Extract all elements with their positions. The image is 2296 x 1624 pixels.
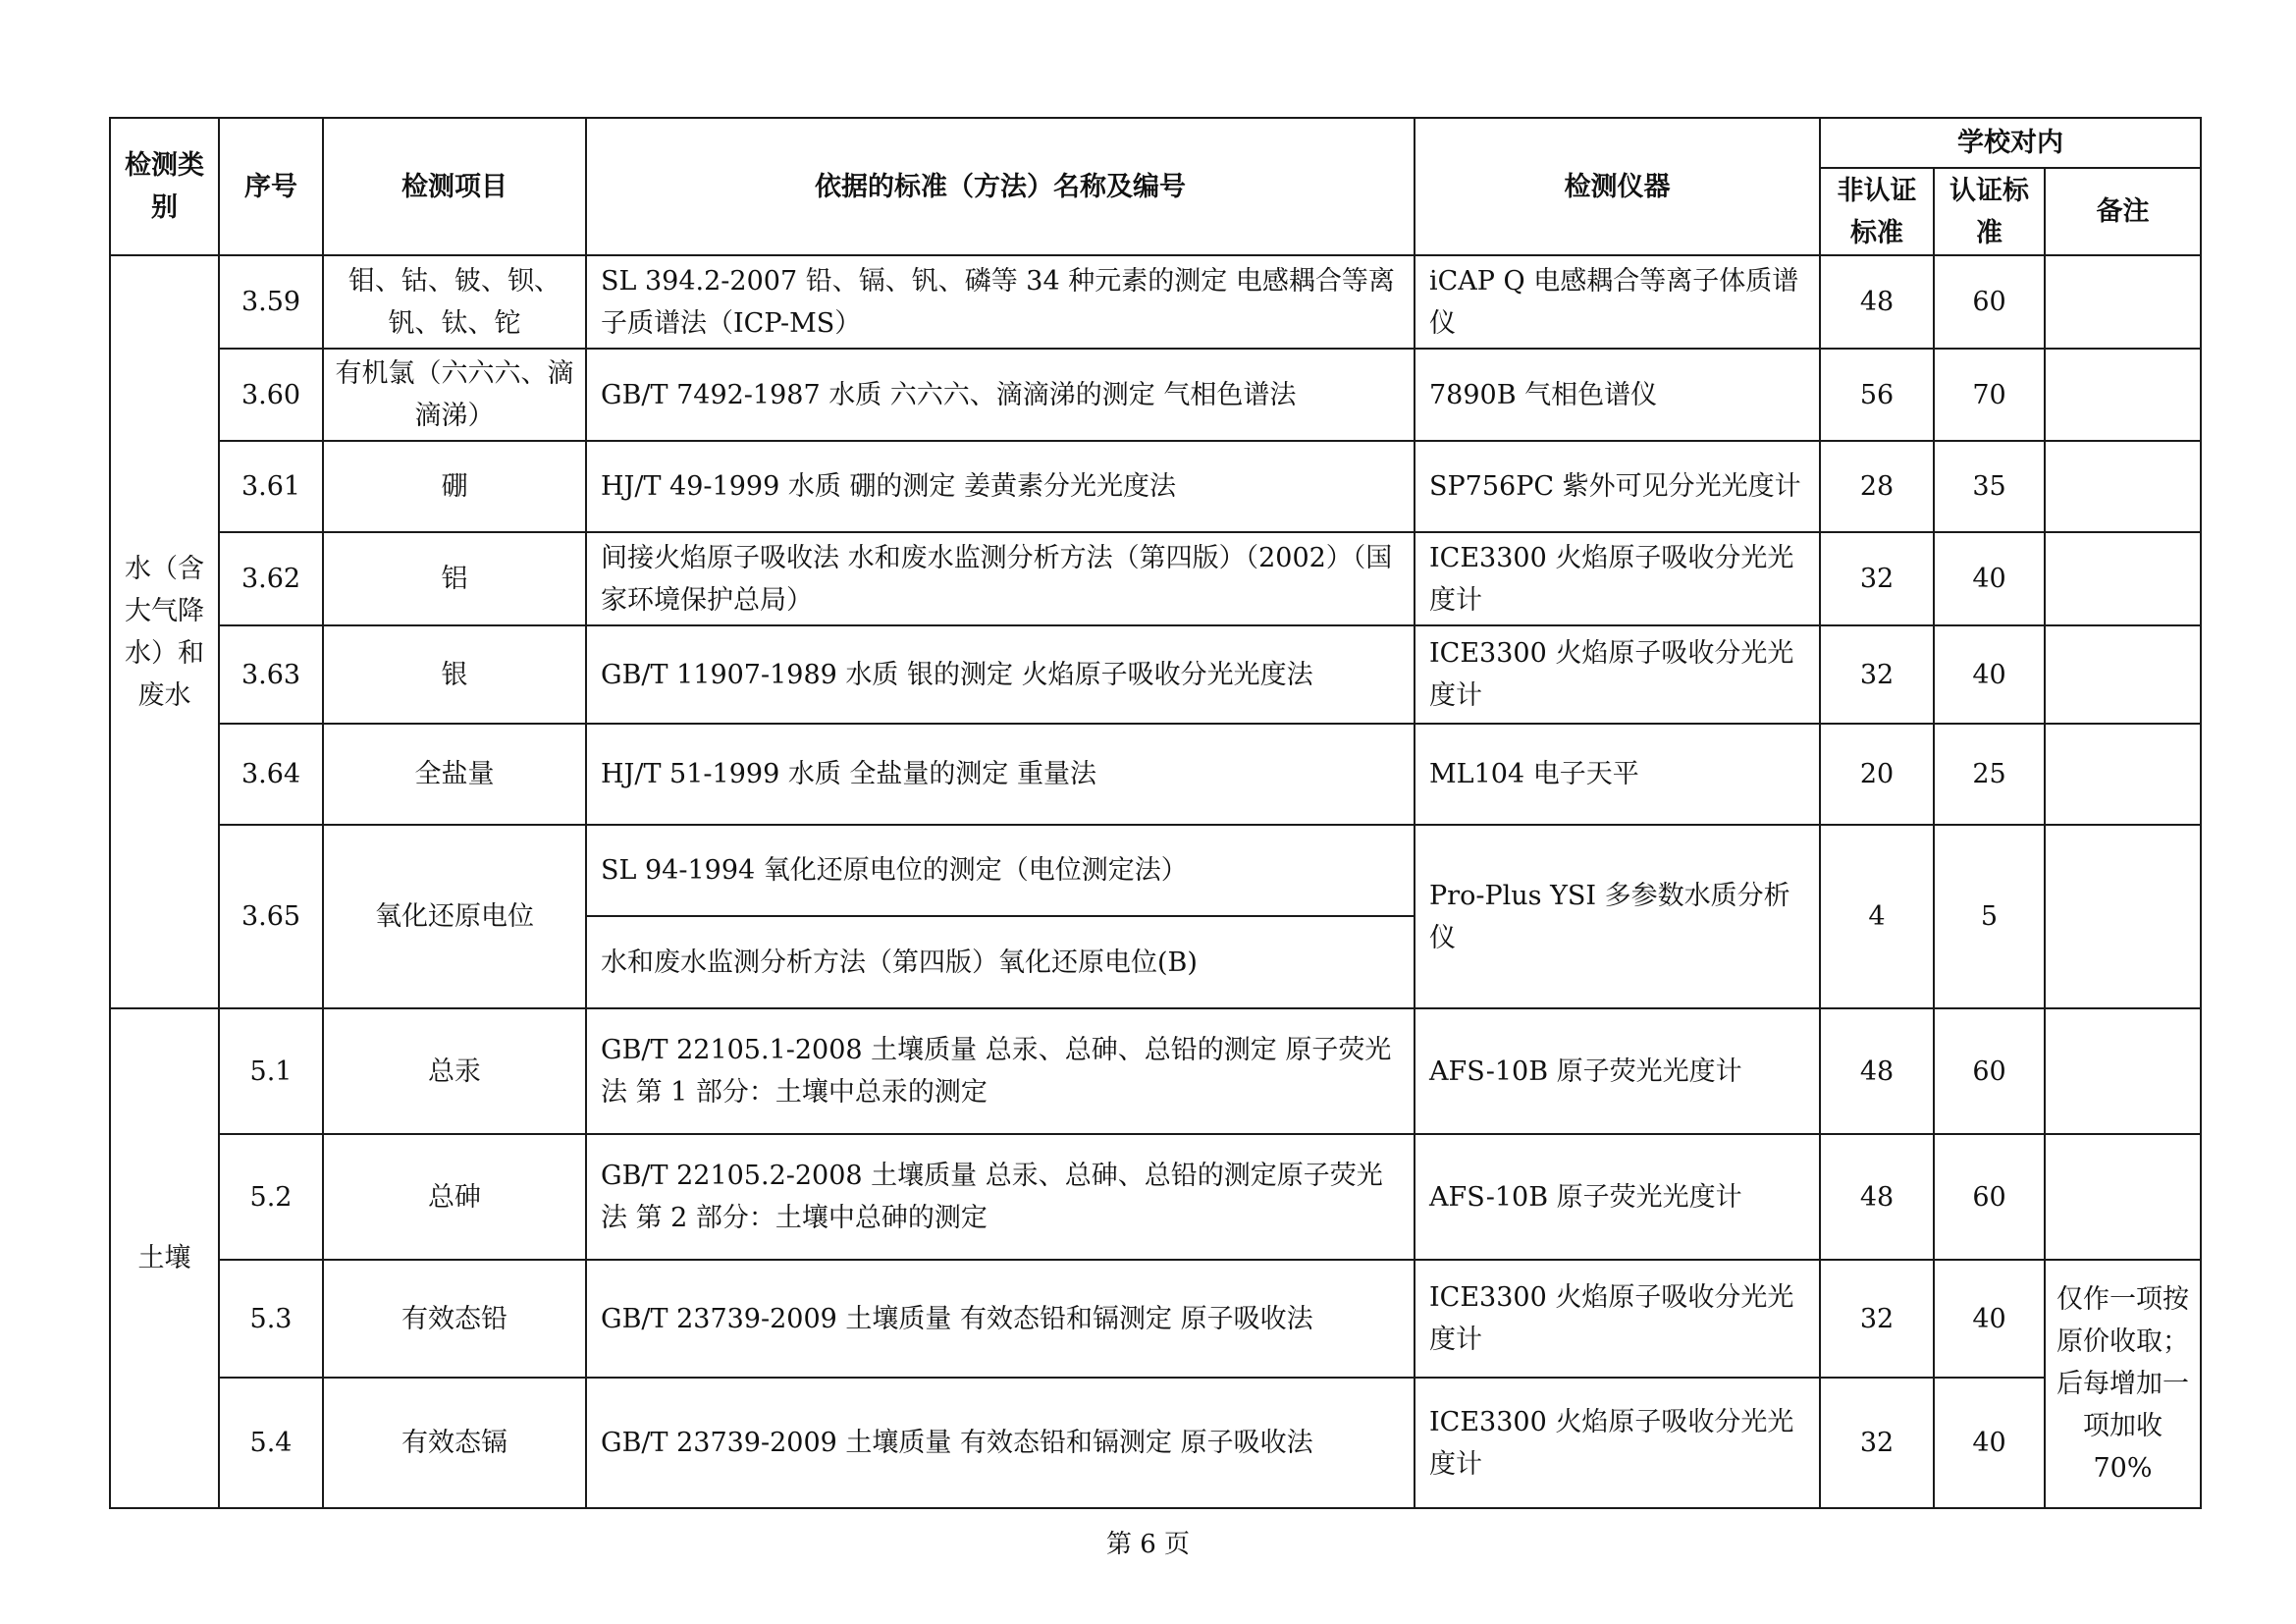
- table-row: [110, 1008, 2201, 1134]
- table-row: [110, 1378, 2201, 1508]
- row-remark: [2045, 441, 2201, 532]
- row-standard: HJ/T 51-1999 水质 全盐量的测定 重量法: [586, 724, 1415, 825]
- row-standard: SL 94-1994 氧化还原电位的测定（电位测定法）: [586, 825, 1415, 916]
- row-instrument: ICE3300 火焰原子吸收分光光度计: [1415, 532, 1820, 625]
- header-non-certified: 非认证标准: [1820, 168, 1934, 255]
- row-item: 铝: [323, 532, 586, 625]
- row-cert: 60: [1934, 1134, 2045, 1260]
- row-instrument: AFS-10B 原子荧光光度计: [1415, 1008, 1820, 1134]
- row-seq: 3.62: [219, 532, 323, 625]
- row-item: 钼、钴、铍、钡、钒、钛、铊: [323, 255, 586, 349]
- header-category: 检测类别: [110, 118, 219, 255]
- row-standard: GB/T 23739-2009 土壤质量 有效态铅和镉测定 原子吸收法: [586, 1378, 1415, 1508]
- row-instrument: ICE3300 火焰原子吸收分光光度计: [1415, 625, 1820, 724]
- row-item: 有机氯（六六六、滴滴涕）: [323, 349, 586, 441]
- table-row: [110, 724, 2201, 825]
- row-non-cert: 48: [1820, 1008, 1934, 1134]
- row-remark: [2045, 1008, 2201, 1134]
- row-standard: GB/T 22105.1-2008 土壤质量 总汞、总砷、总铅的测定 原子荧光法 第 1 部分：土壤中总汞的测定: [586, 1008, 1415, 1134]
- row-seq: 5.2: [219, 1134, 323, 1260]
- row-remark: [2045, 349, 2201, 441]
- row-instrument: iCAP Q 电感耦合等离子体质谱仪: [1415, 255, 1820, 349]
- row-remark: [2045, 825, 2201, 1008]
- row-item: 总汞: [323, 1008, 586, 1134]
- row-remark: [2045, 724, 2201, 825]
- category-water: 水（含大气降水）和废水: [110, 255, 219, 1008]
- header-school-internal: 学校对内: [1820, 118, 2201, 168]
- row-seq: 3.63: [219, 625, 323, 724]
- table-row: [110, 625, 2201, 724]
- row-seq: 5.3: [219, 1260, 323, 1378]
- header-certified: 认证标准: [1934, 168, 2045, 255]
- row-seq: 3.64: [219, 724, 323, 825]
- row-non-cert: 48: [1820, 1134, 1934, 1260]
- table-row: [110, 255, 2201, 349]
- row-non-cert: 32: [1820, 1378, 1934, 1508]
- row-cert: 25: [1934, 724, 2045, 825]
- row-cert: 35: [1934, 441, 2045, 532]
- row-item: 有效态镉: [323, 1378, 586, 1508]
- row-non-cert: 28: [1820, 441, 1934, 532]
- category-soil: 土壤: [110, 1008, 219, 1508]
- row-item: 硼: [323, 441, 586, 532]
- row-remark: [2045, 532, 2201, 625]
- header-standard: 依据的标准（方法）名称及编号: [586, 118, 1415, 255]
- row-instrument: AFS-10B 原子荧光光度计: [1415, 1134, 1820, 1260]
- row-standard: SL 394.2-2007 铅、镉、钒、磷等 34 种元素的测定 电感耦合等离子质谱法（ICP-MS）: [586, 255, 1415, 349]
- table-row: [110, 349, 2201, 441]
- table-row: [110, 1260, 2201, 1378]
- row-remark: [2045, 255, 2201, 349]
- row-standard: GB/T 11907-1989 水质 银的测定 火焰原子吸收分光光度法: [586, 625, 1415, 724]
- row-remark: [2045, 625, 2201, 724]
- header-instrument: 检测仪器: [1415, 118, 1820, 255]
- row-standard: GB/T 23739-2009 土壤质量 有效态铅和镉测定 原子吸收法: [586, 1260, 1415, 1378]
- row-non-cert: 56: [1820, 349, 1934, 441]
- header-item: 检测项目: [323, 118, 586, 255]
- row-standard-2: 水和废水监测分析方法（第四版）氧化还原电位(B): [586, 916, 1415, 1008]
- row-instrument: SP756PC 紫外可见分光光度计: [1415, 441, 1820, 532]
- table-row: [110, 532, 2201, 625]
- row-cert: 60: [1934, 1008, 2045, 1134]
- row-cert: 40: [1934, 625, 2045, 724]
- row-standard: 间接火焰原子吸收法 水和废水监测分析方法（第四版）（2002）（国家环境保护总局）: [586, 532, 1415, 625]
- row-non-cert: 48: [1820, 255, 1934, 349]
- row-non-cert: 32: [1820, 625, 1934, 724]
- table-row: [110, 825, 2201, 916]
- row-seq: 3.65: [219, 825, 323, 1008]
- row-standard: HJ/T 49-1999 水质 硼的测定 姜黄素分光光度法: [586, 441, 1415, 532]
- row-cert: 60: [1934, 255, 2045, 349]
- row-seq: 3.61: [219, 441, 323, 532]
- row-standard: GB/T 22105.2-2008 土壤质量 总汞、总砷、总铅的测定原子荧光法 第 2 部分：土壤中总砷的测定: [586, 1134, 1415, 1260]
- row-non-cert: 4: [1820, 825, 1934, 1008]
- row-seq: 5.4: [219, 1378, 323, 1508]
- header-seq: 序号: [219, 118, 323, 255]
- row-item: 有效态铅: [323, 1260, 586, 1378]
- row-seq: 3.60: [219, 349, 323, 441]
- row-cert: 40: [1934, 1260, 2045, 1378]
- row-instrument: Pro-Plus YSI 多参数水质分析仪: [1415, 825, 1820, 1008]
- row-item: 银: [323, 625, 586, 724]
- row-instrument: ML104 电子天平: [1415, 724, 1820, 825]
- row-non-cert: 32: [1820, 1260, 1934, 1378]
- page-number: 第 6 页: [1105, 1530, 1191, 1559]
- row-instrument: ICE3300 火焰原子吸收分光光度计: [1415, 1260, 1820, 1378]
- row-standard: GB/T 7492-1987 水质 六六六、滴滴涕的测定 气相色谱法: [586, 349, 1415, 441]
- row-non-cert: 20: [1820, 724, 1934, 825]
- table-row: [110, 441, 2201, 532]
- row-remark: [2045, 1134, 2201, 1260]
- header-remark: 备注: [2045, 168, 2201, 255]
- row-seq: 3.59: [219, 255, 323, 349]
- table-row: [110, 1134, 2201, 1260]
- row-cert: 40: [1934, 532, 2045, 625]
- row-cert: 5: [1934, 825, 2045, 1008]
- row-non-cert: 32: [1820, 532, 1934, 625]
- row-remark-soil: 仅作一项按原价收取；后每增加一项加收 70%: [2045, 1260, 2201, 1508]
- row-seq: 5.1: [219, 1008, 323, 1134]
- row-instrument: 7890B 气相色谱仪: [1415, 349, 1820, 441]
- row-item: 总砷: [323, 1134, 586, 1260]
- row-item: 氧化还原电位: [323, 825, 586, 1008]
- test-items-table: [109, 117, 2202, 1509]
- row-instrument: ICE3300 火焰原子吸收分光光度计: [1415, 1378, 1820, 1508]
- row-cert: 40: [1934, 1378, 2045, 1508]
- row-item: 全盐量: [323, 724, 586, 825]
- row-cert: 70: [1934, 349, 2045, 441]
